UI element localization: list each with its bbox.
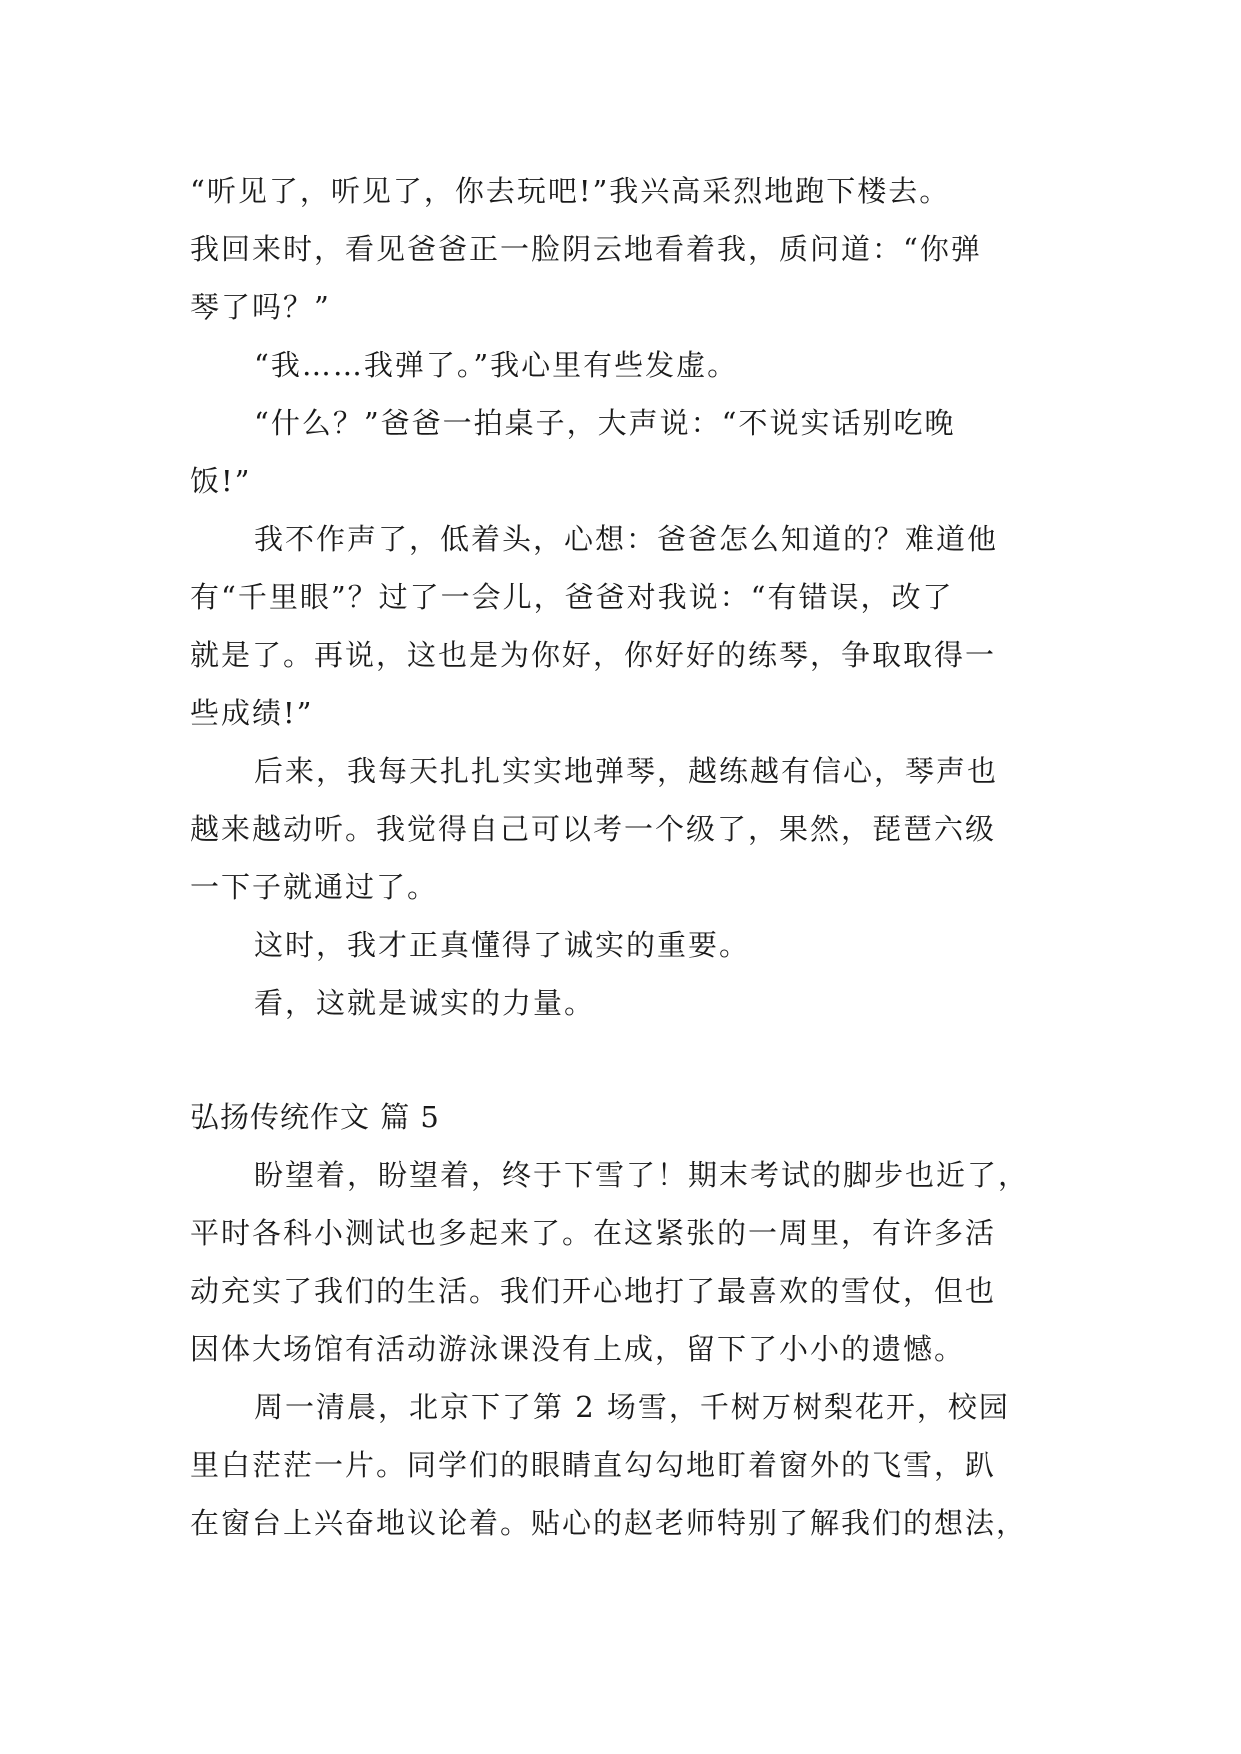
paragraph-start-line: 周一清晨，北京下了第 2 场雪，千树万树梨花开，校园 [254, 1390, 1010, 1424]
text-line: 有“千里眼”？过了一会儿，爸爸对我说：“有错误，改了 [190, 580, 954, 614]
text-line: 就是了。再说，这也是为你好，你好好的练琴，争取取得一 [190, 638, 997, 672]
text-line: 饭!” [190, 464, 252, 498]
paragraph-start-line: 这时，我才正真懂得了诚实的重要。 [254, 928, 751, 962]
essay-section-5 [190, 1146, 1052, 1552]
text-line: 琴了吗？” [190, 290, 331, 324]
paragraph-start-line: “我……我弹了。”我心里有些发虚。 [254, 348, 739, 382]
paragraph-start-line: 我不作声了，低着头，心想：爸爸怎么知道的？难道他 [254, 522, 999, 556]
text-line: 在窗台上兴奋地议论着。贴心的赵老师特别了解我们的想法， [190, 1506, 1028, 1540]
text-line: 些成绩!” [190, 696, 314, 730]
text-line: “听见了，听见了，你去玩吧!”我兴高采烈地跑下楼去。 [190, 174, 951, 208]
section-heading: 弘扬传统作文 篇 5 [190, 1100, 440, 1134]
text-line: 一下子就通过了。 [190, 870, 439, 904]
paragraph-start-line: 盼望着，盼望着，终于下雪了！期末考试的脚步也近了， [254, 1158, 1030, 1192]
text-line: 越来越动听。我觉得自己可以考一个级了，果然，琵琶六级 [190, 812, 997, 846]
text-line: 里白茫茫一片。同学们的眼睛直勾勾地盯着窗外的飞雪，趴 [190, 1448, 997, 1482]
text-line: 动充实了我们的生活。我们开心地打了最喜欢的雪仗，但也 [190, 1274, 997, 1308]
text-line: 因体大场馆有活动游泳课没有上成，留下了小小的遗憾。 [190, 1332, 966, 1366]
text-line: 平时各科小测试也多起来了。在这紧张的一周里，有许多活 [190, 1216, 997, 1250]
text-line: 我回来时，看见爸爸正一脸阴云地看着我，质问道：“你弹 [190, 232, 982, 266]
paragraph-start-line: “什么？”爸爸一拍桌子，大声说：“不说实话别吃晚 [254, 406, 956, 440]
essay-section-previous [190, 162, 1052, 1032]
paragraph-start-line: 看，这就是诚实的力量。 [254, 986, 596, 1020]
paragraph-start-line: 后来，我每天扎扎实实地弹琴，越练越有信心，琴声也 [254, 754, 999, 788]
